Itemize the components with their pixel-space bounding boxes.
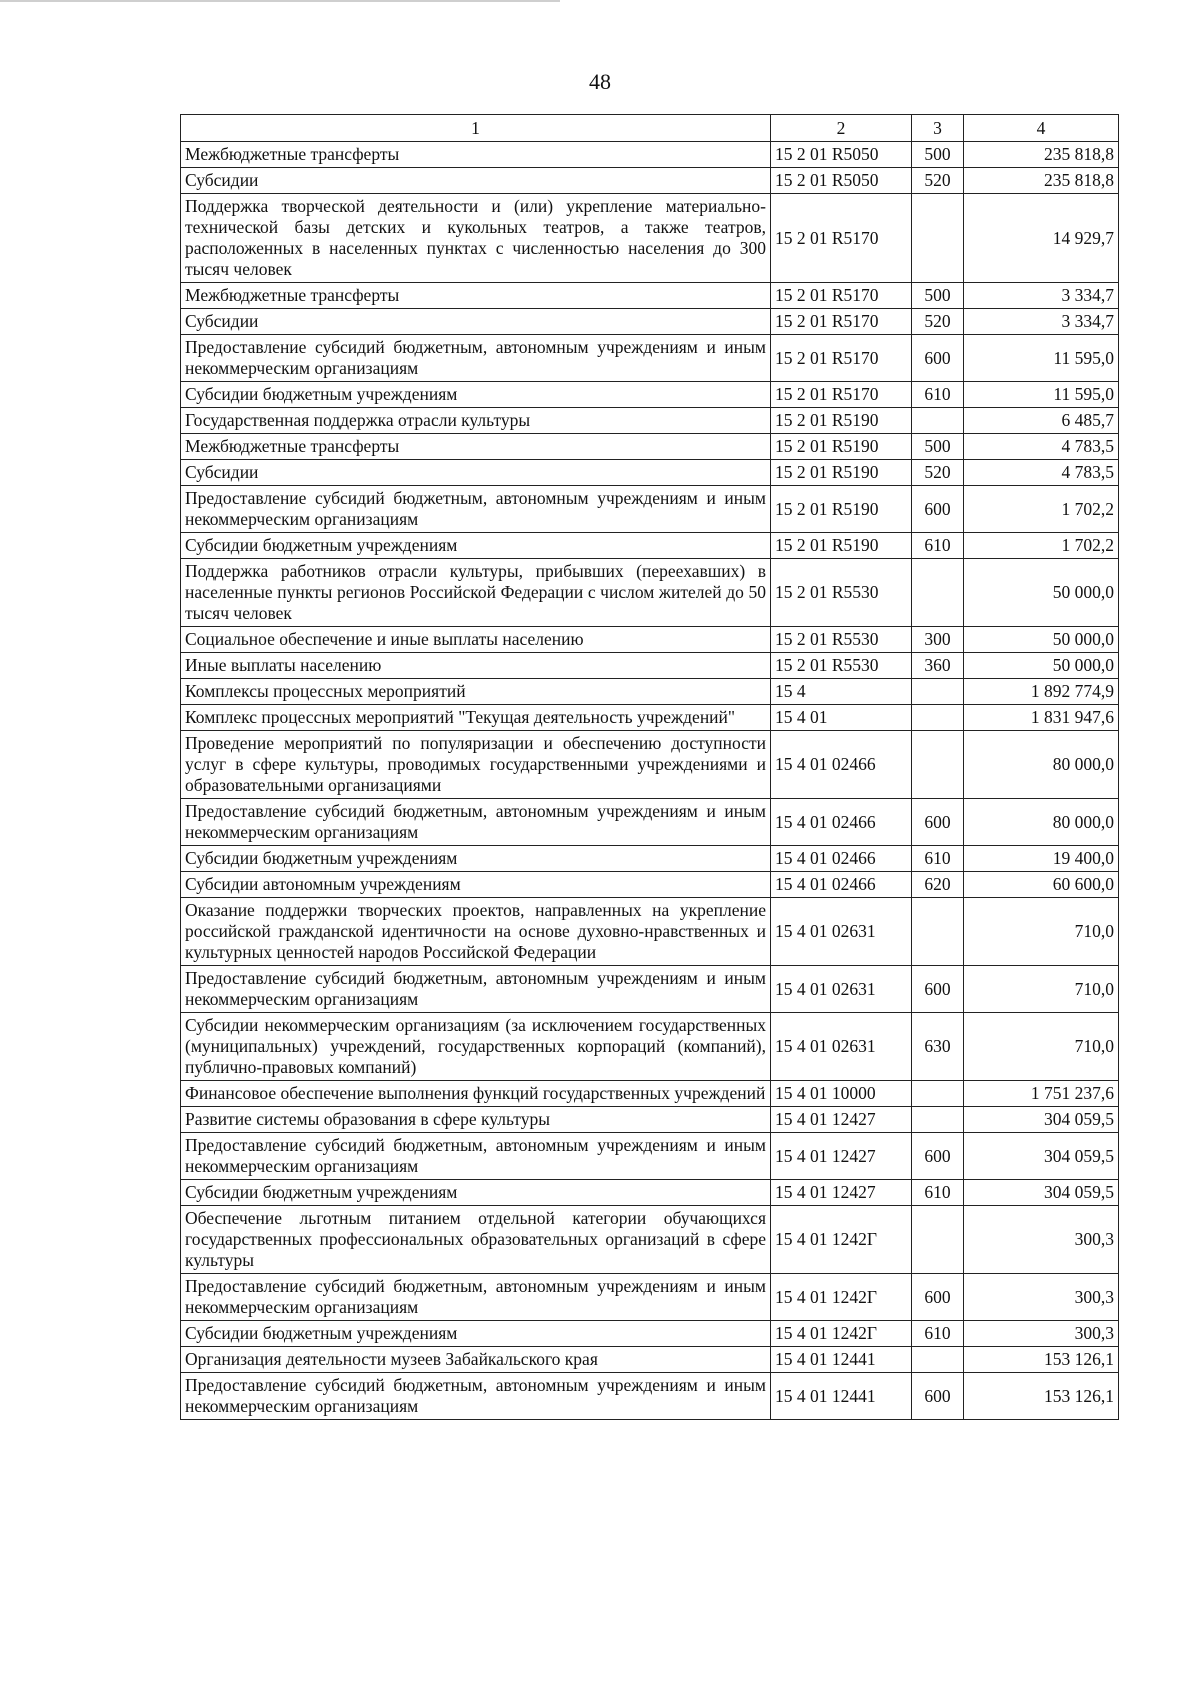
- row-expense-type-cell: 520: [912, 168, 964, 194]
- row-code-cell: 15 4 01 12427: [771, 1107, 912, 1133]
- table-row: [181, 898, 1119, 966]
- row-expense-type-cell: [912, 679, 964, 705]
- row-code-cell: 15 2 01 R5050: [771, 142, 912, 168]
- table-row: [181, 731, 1119, 799]
- row-expense-type-cell: 600: [912, 799, 964, 846]
- row-expense-type-cell: [912, 898, 964, 966]
- row-expense-type-cell: 600: [912, 335, 964, 382]
- row-code-cell: 15 4 01 10000: [771, 1081, 912, 1107]
- header-row: [181, 115, 1119, 142]
- row-amount-cell: 4 783,5: [964, 460, 1119, 486]
- row-code-cell: 15 2 01 R5190: [771, 408, 912, 434]
- row-code-cell: 15 4: [771, 679, 912, 705]
- table-row: [181, 1180, 1119, 1206]
- table-row: [181, 168, 1119, 194]
- row-expense-type-cell: 610: [912, 1180, 964, 1206]
- row-name-cell: Предоставление субсидий бюджетным, автономным учреждениям и иным некоммерческим организациям: [181, 1133, 771, 1180]
- row-code-cell: 15 2 01 R5050: [771, 168, 912, 194]
- table-row: [181, 1274, 1119, 1321]
- table-row: [181, 559, 1119, 627]
- row-name-cell: Оказание поддержки творческих проектов, направленных на укрепление российской гражданской идентичности на основе духовно-нравственных и культурных ценностей народов Российской Федерации: [181, 898, 771, 966]
- row-amount-cell: 3 334,7: [964, 309, 1119, 335]
- row-expense-type-cell: [912, 194, 964, 283]
- page-number: 48: [589, 69, 611, 94]
- row-amount-cell: 300,3: [964, 1206, 1119, 1274]
- row-expense-type-cell: 610: [912, 846, 964, 872]
- row-expense-type-cell: 300: [912, 627, 964, 653]
- row-expense-type-cell: 600: [912, 1133, 964, 1180]
- table-row: [181, 533, 1119, 559]
- row-code-cell: 15 2 01 R5190: [771, 533, 912, 559]
- row-expense-type-cell: [912, 705, 964, 731]
- row-expense-type-cell: 600: [912, 486, 964, 533]
- row-code-cell: 15 2 01 R5530: [771, 627, 912, 653]
- table-row: [181, 679, 1119, 705]
- row-amount-cell: 50 000,0: [964, 653, 1119, 679]
- table-header: [181, 115, 1119, 142]
- row-amount-cell: 14 929,7: [964, 194, 1119, 283]
- row-code-cell: 15 4 01 1242Г: [771, 1321, 912, 1347]
- row-amount-cell: 11 595,0: [964, 382, 1119, 408]
- row-name-cell: Предоставление субсидий бюджетным, автономным учреждениям и иным некоммерческим организациям: [181, 1373, 771, 1420]
- header-col-3: 3: [912, 115, 964, 142]
- row-code-cell: 15 4 01 02466: [771, 872, 912, 898]
- row-name-cell: Комплекс процессных мероприятий "Текущая деятельность учреждений": [181, 705, 771, 731]
- row-name-cell: Субсидии: [181, 460, 771, 486]
- row-expense-type-cell: 610: [912, 1321, 964, 1347]
- row-name-cell: Субсидии бюджетным учреждениям: [181, 382, 771, 408]
- row-name-cell: Предоставление субсидий бюджетным, автономным учреждениям и иным некоммерческим организациям: [181, 799, 771, 846]
- row-amount-cell: 50 000,0: [964, 559, 1119, 627]
- table-row: [181, 486, 1119, 533]
- budget-table: [180, 114, 1119, 1420]
- row-name-cell: Межбюджетные трансферты: [181, 434, 771, 460]
- table-row: [181, 283, 1119, 309]
- row-expense-type-cell: 520: [912, 309, 964, 335]
- row-name-cell: Финансовое обеспечение выполнения функций государственных учреждений: [181, 1081, 771, 1107]
- row-code-cell: 15 2 01 R5170: [771, 335, 912, 382]
- row-amount-cell: 6 485,7: [964, 408, 1119, 434]
- row-name-cell: Предоставление субсидий бюджетным, автономным учреждениям и иным некоммерческим организациям: [181, 1274, 771, 1321]
- row-expense-type-cell: 600: [912, 1274, 964, 1321]
- row-amount-cell: 1 831 947,6: [964, 705, 1119, 731]
- row-code-cell: 15 2 01 R5190: [771, 434, 912, 460]
- row-code-cell: 15 2 01 R5170: [771, 309, 912, 335]
- row-code-cell: 15 4 01 02631: [771, 966, 912, 1013]
- row-amount-cell: 304 059,5: [964, 1107, 1119, 1133]
- row-name-cell: Организация деятельности музеев Забайкальского края: [181, 1347, 771, 1373]
- row-code-cell: 15 4 01 02466: [771, 799, 912, 846]
- row-code-cell: 15 4 01: [771, 705, 912, 731]
- table-row: [181, 799, 1119, 846]
- row-name-cell: Субсидии бюджетным учреждениям: [181, 1321, 771, 1347]
- row-expense-type-cell: 520: [912, 460, 964, 486]
- table-row: [181, 1321, 1119, 1347]
- row-expense-type-cell: 360: [912, 653, 964, 679]
- table-row: [181, 1013, 1119, 1081]
- row-code-cell: 15 2 01 R5530: [771, 559, 912, 627]
- row-name-cell: Государственная поддержка отрасли культуры: [181, 408, 771, 434]
- row-name-cell: Проведение мероприятий по популяризации и обеспечению доступности услуг в сфере культуры, проводимых государственными учреждениями и образовательными организациями: [181, 731, 771, 799]
- row-amount-cell: 19 400,0: [964, 846, 1119, 872]
- table-row: [181, 966, 1119, 1013]
- header-col-1: 1: [181, 115, 771, 142]
- row-name-cell: Поддержка работников отрасли культуры, прибывших (переехавших) в населенные пункты регионов Российской Федерации с числом жителей до 50 тысяч человек: [181, 559, 771, 627]
- row-name-cell: Межбюджетные трансферты: [181, 142, 771, 168]
- row-name-cell: Субсидии автономным учреждениям: [181, 872, 771, 898]
- table-body: [181, 142, 1119, 1420]
- header-col-4: 4: [964, 115, 1119, 142]
- row-amount-cell: 710,0: [964, 1013, 1119, 1081]
- row-code-cell: 15 4 01 12441: [771, 1373, 912, 1420]
- row-name-cell: Субсидии: [181, 309, 771, 335]
- row-expense-type-cell: [912, 1206, 964, 1274]
- row-amount-cell: 235 818,8: [964, 142, 1119, 168]
- row-code-cell: 15 2 01 R5170: [771, 283, 912, 309]
- row-code-cell: 15 2 01 R5170: [771, 194, 912, 283]
- table-row: [181, 142, 1119, 168]
- row-name-cell: Субсидии бюджетным учреждениям: [181, 846, 771, 872]
- row-amount-cell: 153 126,1: [964, 1373, 1119, 1420]
- row-amount-cell: 153 126,1: [964, 1347, 1119, 1373]
- row-amount-cell: 4 783,5: [964, 434, 1119, 460]
- row-expense-type-cell: [912, 559, 964, 627]
- table-row: [181, 872, 1119, 898]
- row-expense-type-cell: 500: [912, 142, 964, 168]
- row-amount-cell: 710,0: [964, 966, 1119, 1013]
- table-row: [181, 846, 1119, 872]
- row-expense-type-cell: 610: [912, 382, 964, 408]
- row-name-cell: Иные выплаты населению: [181, 653, 771, 679]
- table-row: [181, 194, 1119, 283]
- row-code-cell: 15 4 01 12441: [771, 1347, 912, 1373]
- row-name-cell: Межбюджетные трансферты: [181, 283, 771, 309]
- row-code-cell: 15 2 01 R5170: [771, 382, 912, 408]
- row-name-cell: Предоставление субсидий бюджетным, автономным учреждениям и иным некоммерческим организациям: [181, 335, 771, 382]
- row-code-cell: 15 4 01 02466: [771, 731, 912, 799]
- table-row: [181, 408, 1119, 434]
- table-row: [181, 460, 1119, 486]
- row-amount-cell: 304 059,5: [964, 1133, 1119, 1180]
- row-code-cell: 15 4 01 1242Г: [771, 1274, 912, 1321]
- table-row: [181, 1347, 1119, 1373]
- table-row: [181, 1133, 1119, 1180]
- table-row: [181, 1081, 1119, 1107]
- row-expense-type-cell: 610: [912, 533, 964, 559]
- table-row: [181, 335, 1119, 382]
- table-row: [181, 382, 1119, 408]
- row-code-cell: 15 2 01 R5530: [771, 653, 912, 679]
- row-amount-cell: 3 334,7: [964, 283, 1119, 309]
- row-code-cell: 15 4 01 1242Г: [771, 1206, 912, 1274]
- row-code-cell: 15 4 01 12427: [771, 1180, 912, 1206]
- row-name-cell: Субсидии бюджетным учреждениям: [181, 1180, 771, 1206]
- row-expense-type-cell: [912, 731, 964, 799]
- row-code-cell: 15 4 01 02631: [771, 1013, 912, 1081]
- row-amount-cell: 300,3: [964, 1321, 1119, 1347]
- row-amount-cell: 60 600,0: [964, 872, 1119, 898]
- row-code-cell: 15 4 01 02631: [771, 898, 912, 966]
- table-row: [181, 1373, 1119, 1420]
- row-expense-type-cell: 620: [912, 872, 964, 898]
- row-amount-cell: 80 000,0: [964, 731, 1119, 799]
- row-name-cell: Субсидии некоммерческим организациям (за исключением государственных (муниципальных) учреждений, государственных корпораций (компаний), публично-правовых компаний): [181, 1013, 771, 1081]
- row-expense-type-cell: 600: [912, 966, 964, 1013]
- table-row: [181, 1107, 1119, 1133]
- row-amount-cell: 304 059,5: [964, 1180, 1119, 1206]
- row-name-cell: Обеспечение льготным питанием отдельной категории обучающихся государственных профессиональных образовательных организаций в сфере культуры: [181, 1206, 771, 1274]
- row-amount-cell: 80 000,0: [964, 799, 1119, 846]
- row-code-cell: 15 2 01 R5190: [771, 486, 912, 533]
- row-name-cell: Социальное обеспечение и иные выплаты населению: [181, 627, 771, 653]
- row-code-cell: 15 2 01 R5190: [771, 460, 912, 486]
- header-col-2: 2: [771, 115, 912, 142]
- row-expense-type-cell: [912, 408, 964, 434]
- table-row: [181, 309, 1119, 335]
- row-amount-cell: 1 702,2: [964, 486, 1119, 533]
- row-amount-cell: 1 702,2: [964, 533, 1119, 559]
- row-name-cell: Предоставление субсидий бюджетным, автономным учреждениям и иным некоммерческим организациям: [181, 486, 771, 533]
- table-row: [181, 434, 1119, 460]
- row-expense-type-cell: [912, 1107, 964, 1133]
- scan-edge: [0, 0, 560, 2]
- row-amount-cell: 710,0: [964, 898, 1119, 966]
- table-row: [181, 653, 1119, 679]
- row-name-cell: Предоставление субсидий бюджетным, автономным учреждениям и иным некоммерческим организациям: [181, 966, 771, 1013]
- row-expense-type-cell: 500: [912, 283, 964, 309]
- row-name-cell: Поддержка творческой деятельности и (или) укрепление материально-технической базы детских и кукольных театров, а также театров, расположенных в населенных пунктах с численностью населения до 300 тысяч человек: [181, 194, 771, 283]
- row-amount-cell: 300,3: [964, 1274, 1119, 1321]
- row-name-cell: Субсидии бюджетным учреждениям: [181, 533, 771, 559]
- row-name-cell: Комплексы процессных мероприятий: [181, 679, 771, 705]
- row-expense-type-cell: [912, 1081, 964, 1107]
- row-expense-type-cell: 500: [912, 434, 964, 460]
- table-row: [181, 705, 1119, 731]
- row-name-cell: Субсидии: [181, 168, 771, 194]
- row-expense-type-cell: 630: [912, 1013, 964, 1081]
- row-code-cell: 15 4 01 02466: [771, 846, 912, 872]
- row-amount-cell: 235 818,8: [964, 168, 1119, 194]
- table-row: [181, 627, 1119, 653]
- table-row: [181, 1206, 1119, 1274]
- row-code-cell: 15 4 01 12427: [771, 1133, 912, 1180]
- row-amount-cell: 1 751 237,6: [964, 1081, 1119, 1107]
- row-name-cell: Развитие системы образования в сфере культуры: [181, 1107, 771, 1133]
- row-amount-cell: 1 892 774,9: [964, 679, 1119, 705]
- row-expense-type-cell: 600: [912, 1373, 964, 1420]
- row-amount-cell: 50 000,0: [964, 627, 1119, 653]
- row-amount-cell: 11 595,0: [964, 335, 1119, 382]
- row-expense-type-cell: [912, 1347, 964, 1373]
